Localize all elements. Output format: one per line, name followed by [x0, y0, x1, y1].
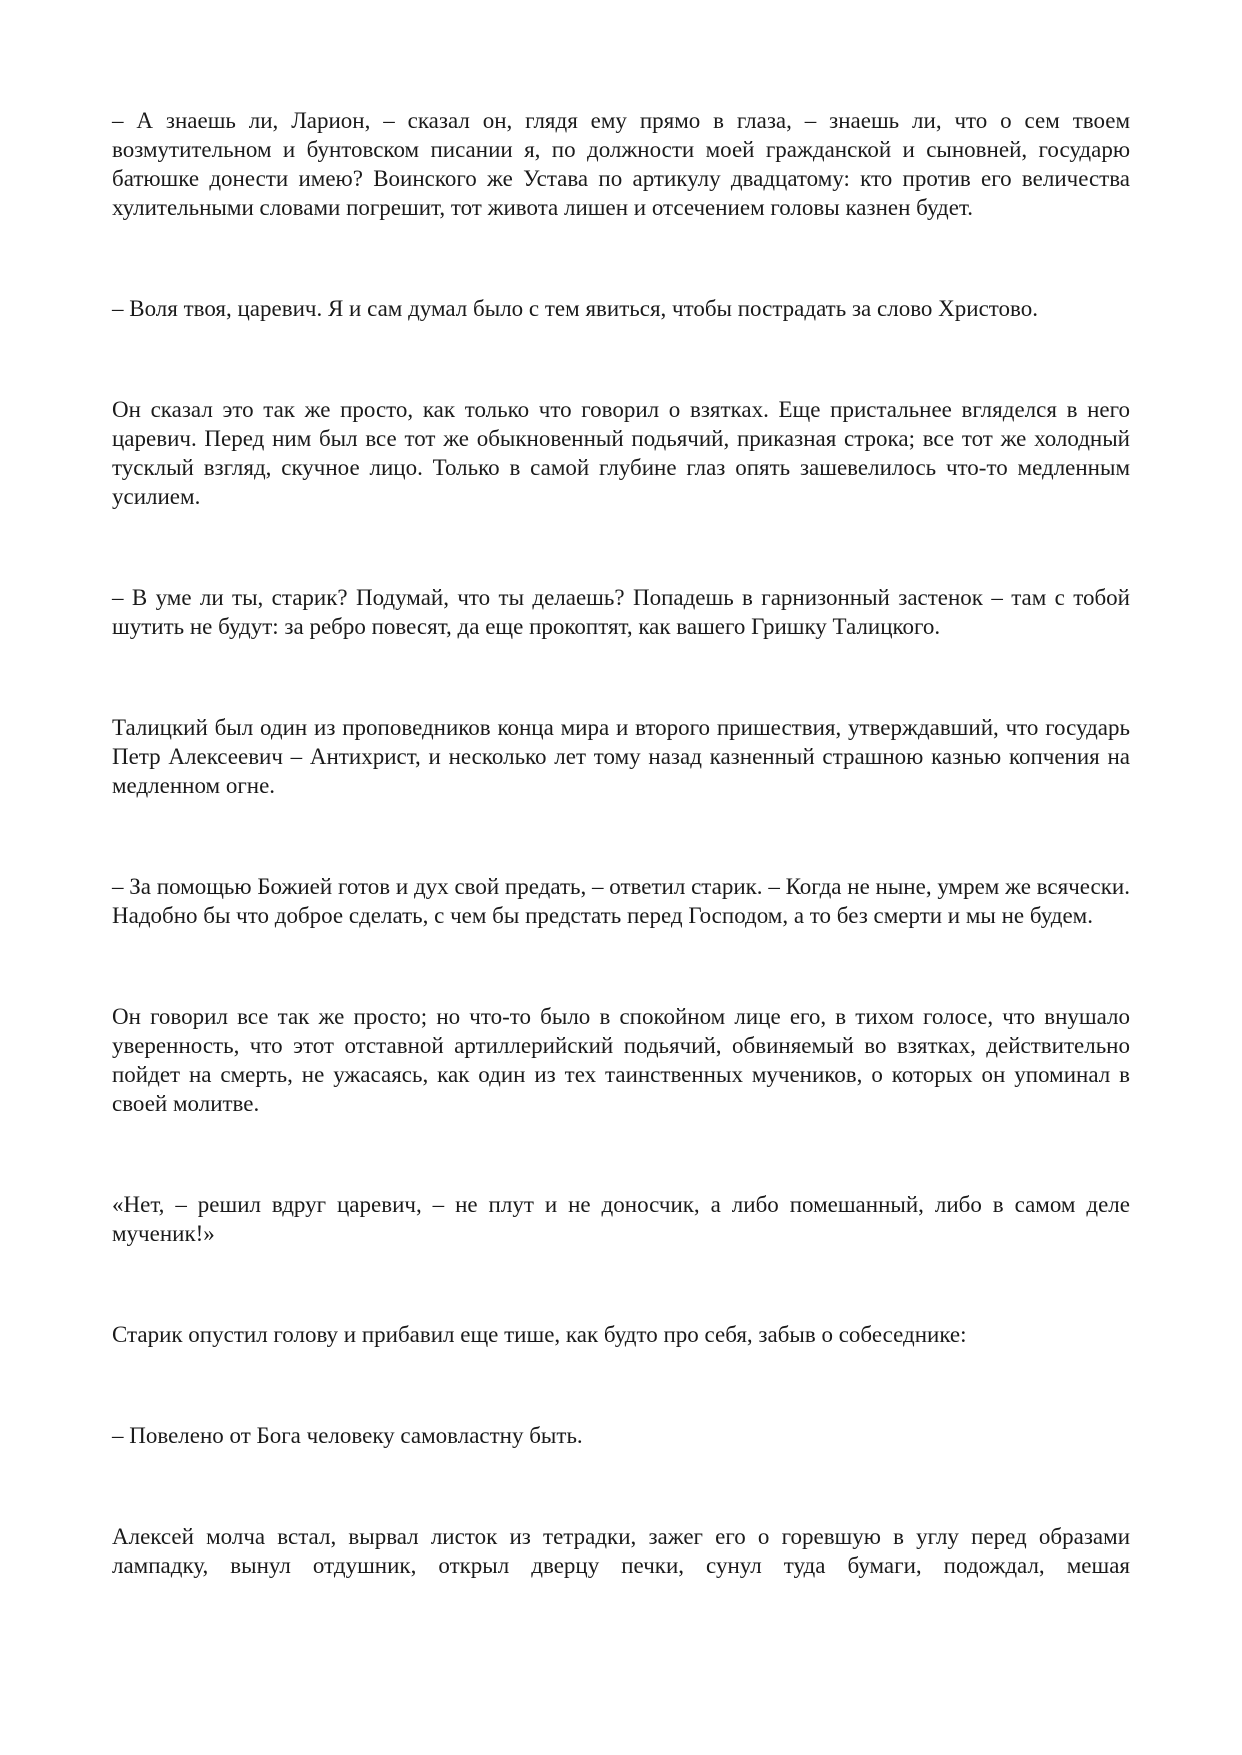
paragraph: Он сказал это так же просто, как только что говорил о взятках. Еще пристальнее вгляделся в него царевич. Перед ним был все тот же обыкновенный подьячий, приказная строка; все тот же холодный тусклый взгляд, скучное лицо. Только в самой глубине глаз опять зашевелилось что-то медленным усилием. [112, 397, 1130, 509]
paragraph: – А знаешь ли, Ларион, – сказал он, глядя ему прямо в глаза, – знаешь ли, что о сем твоем возмутительном и бунтовском писании я, по должности моей гражданской и сыновней, государю батюшке донести имею? Воинского же Устава по артикулу двадцатому: кто против его величества хулительными словами погрешит, тот живота лишен и отсечением головы казнен будет. [112, 108, 1130, 220]
paragraph: Старик опустил голову и прибавил еще тише, как будто про себя, забыв о собеседнике: [112, 1322, 967, 1347]
paragraph: «Нет, – решил вдруг царевич, – не плут и не доносчик, а либо помешанный, либо в самом деле мученик!» [112, 1192, 1130, 1246]
paragraph: – Повелено от Бога человеку самовластну быть. [112, 1423, 583, 1448]
document-page [112, 106, 1130, 1580]
paragraph: Он говорил все так же просто; но что-то было в спокойном лице его, в тихом голосе, что внушало уверенность, что этот отставной артиллерийский подьячий, обвиняемый во взятках, действительно пойдет на смерть, не ужасаясь, как один из тех таинственных мучеников, о которых он упоминал в своей молитве. [112, 1004, 1130, 1116]
paragraph: – Воля твоя, царевич. Я и сам думал было с тем явиться, чтобы пострадать за слово Христово. [112, 296, 1038, 321]
paragraph: – В уме ли ты, старик? Подумай, что ты делаешь? Попадешь в гарнизонный застенок – там с тобой шутить не будут: за ребро повесят, да еще прокоптят, как вашего Гришку Талицкого. [112, 585, 1130, 639]
paragraph: – За помощью Божией готов и дух свой предать, – ответил старик. – Когда не ныне, умрем же всячески. Надобно бы что доброе сделать, с чем бы предстать перед Господом, а то без смерти и мы не будем. [112, 874, 1130, 928]
paragraph: Талицкий был один из проповедников конца мира и второго пришествия, утверждавший, что государь Петр Алексеевич – Антихрист, и несколько лет тому назад казненный страшною казнью копчения на медленном огне. [112, 715, 1130, 798]
paragraph: Алексей молча встал, вырвал листок из тетрадки, зажег его о горевшую в углу перед образами лампадку, вынул отдушник, открыл дверцу печки, сунул туда бумаги, подождал, мешая [112, 1524, 1130, 1578]
